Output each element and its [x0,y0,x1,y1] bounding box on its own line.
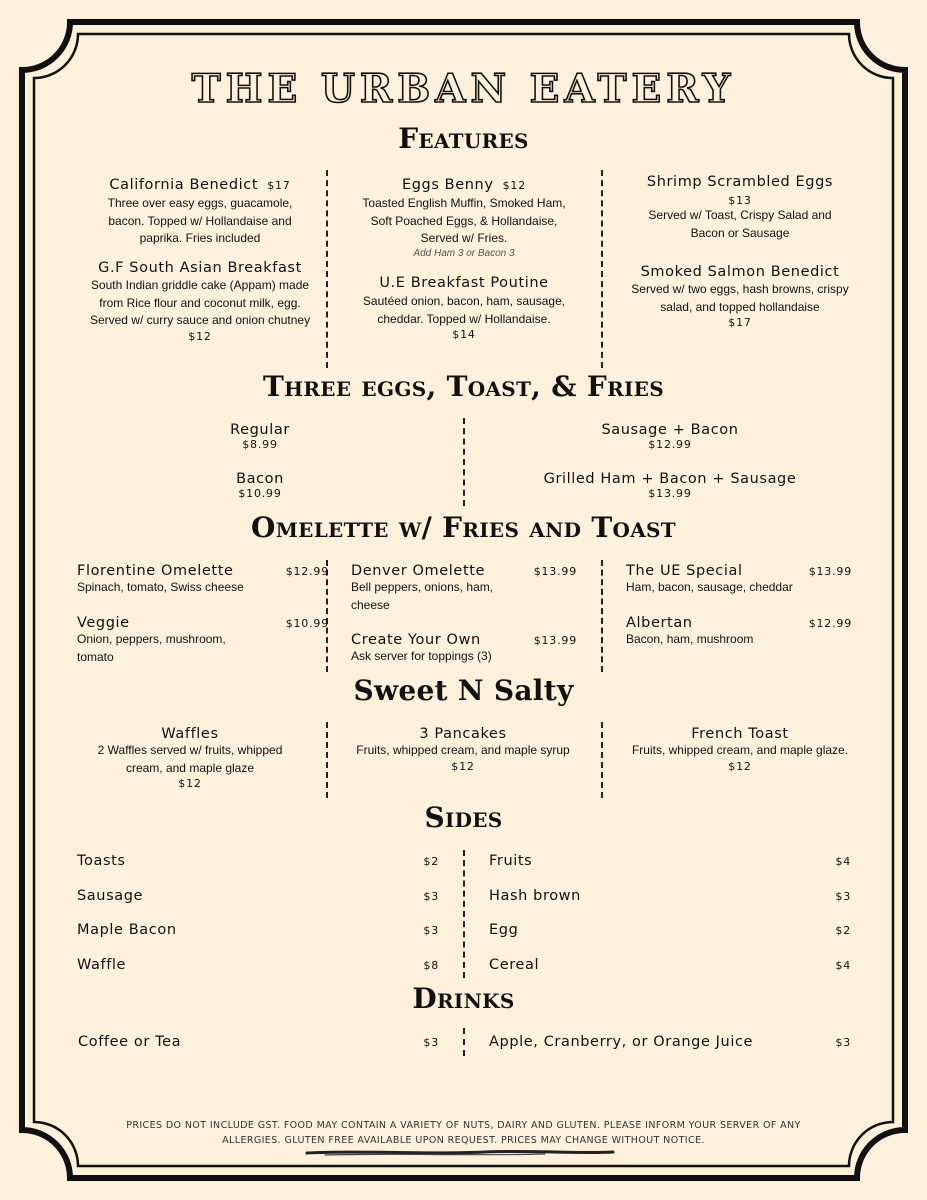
menu-item [625,264,855,329]
divider [601,170,603,368]
menu-item [626,563,852,597]
menu-item [348,726,578,773]
item-price: $12 [502,179,527,192]
item-description: Served w/ two eggs, hash browns, crispy salad, and topped hollandaise [631,282,849,314]
item-price: $2 [835,924,851,937]
item-price: $8 [423,959,439,972]
item-description: Sautéed onion, bacon, ham, sausage, cheddar. Topped w/ Hollandaise. [362,294,566,326]
item-price: $13.99 [808,565,852,578]
side-item [489,922,851,938]
item-name: Veggie [77,615,130,631]
divider [601,722,603,798]
sweet-heading: Sweet N Salty [353,674,574,707]
item-price: $12.99 [285,565,329,578]
item-description: South Indian griddle cake (Appam) made from Rice flour and coconut milk, egg. Served w/ curry sauce and onion chutney [89,278,311,327]
brush-stroke-divider [305,1148,615,1158]
side-item [489,888,851,904]
item-price: $10.99 [285,617,329,630]
item-price: $12.99 [808,617,852,630]
side-item [489,853,851,869]
item-description: Bacon, ham, mushroom [626,632,754,646]
item-price: $3 [423,924,439,937]
item-description: Fruits, whipped cream, and maple syrup [356,743,570,757]
item-price: $12 [178,777,202,790]
item-description: Spinach, tomato, Swiss cheese [77,580,244,594]
item-name: Fruits [489,853,533,869]
side-item [77,957,439,973]
drink-item [489,1034,851,1050]
item-name: Sausage [77,888,144,904]
menu-item [625,174,855,242]
item-price: $2 [423,855,439,868]
item-note: Add Ham 3 or Bacon 3 [413,247,515,259]
item-price: $8.99 [242,438,278,451]
item-name: The UE Special [626,563,743,579]
item-name: Apple, Cranberry, or Orange Juice [489,1034,754,1050]
menu-item [72,260,328,343]
item-price: $14 [452,328,476,341]
item-name: Grilled Ham + Bacon + Sausage [543,471,797,487]
allergy-disclaimer: PRICES DO NOT INCLUDE GST. FOOD MAY CONTAIN A VARIETY OF NUTS, DAIRY AND GLUTEN. PLEASE INFORM YOUR SERVER OF ANY ALLERGIES. GLUTEN FREE AVAILABLE UPON REQUEST. PRICES MAY CHANGE WITHOUT NOTICE. [126,1120,801,1146]
item-price: $17 [728,316,752,329]
item-name: Cereal [489,957,540,973]
item-name: Bacon [236,471,284,487]
menu-item [622,726,858,773]
item-name: Denver Omelette [351,563,486,579]
menu-item [351,632,577,666]
item-price: $3 [835,890,851,903]
item-name: Waffles [161,726,219,742]
divider [463,850,465,978]
item-name: Create Your Own [351,632,481,648]
side-item [77,922,439,938]
menu-item [352,275,576,341]
item-price: $12.99 [648,438,692,451]
item-name: Toasts [77,853,126,869]
menu-item [77,563,329,597]
side-item [77,853,439,869]
item-price: $3 [423,890,439,903]
side-item [77,888,439,904]
features-heading: Features [398,122,529,155]
item-name: Florentine Omelette [77,563,234,579]
item-name: Eggs Benny [401,177,494,193]
item-price: $13 [728,194,752,207]
item-price: $12 [728,759,752,773]
menu-item [626,615,852,649]
item-price: $13.99 [648,487,692,500]
menu-item [85,726,295,790]
item-name: California Benedict [109,177,259,193]
item-price: $3 [423,1036,439,1049]
item-price: $3 [835,1036,851,1049]
omelette-heading: Omelette w/ Fries and Toast [251,511,676,544]
divider [601,560,603,672]
item-price: $12 [188,329,212,343]
three-eggs-heading: Three eggs, Toast, & Fries [263,370,664,403]
item-name: Coffee or Tea [78,1034,182,1050]
item-price: $4 [835,855,851,868]
menu-item [352,174,576,259]
side-item [489,957,851,973]
item-description: 2 Waffles served w/ fruits, whipped cream, and maple glaze [97,743,283,775]
menu-item [77,615,329,666]
drink-item [78,1034,439,1050]
item-name: Smoked Salmon Benedict [640,264,840,280]
item-name: U.E Breakfast Poutine [379,275,549,291]
item-name: Hash brown [489,888,581,904]
sides-heading: Sides [424,801,503,834]
item-price: $12 [451,759,475,773]
item-description: Ask server for toppings (3) [351,649,492,663]
item-name: Regular [230,422,290,438]
item-description: Toasted English Muffin, Smoked Ham, Soft Poached Eggs, & Hollandaise, Served w/ Fries. [362,196,566,245]
item-price: $10.99 [238,487,282,500]
item-price: $4 [835,959,851,972]
item-name: Waffle [77,957,127,973]
item-description: Ham, bacon, sausage, cheddar [626,580,793,594]
item-name: Maple Bacon [77,922,177,938]
divider [463,1028,465,1056]
item-description: Bell peppers, onions, ham, cheese [351,580,494,612]
item-description: Fruits, whipped cream, and maple glaze. [631,743,849,757]
item-price: $17 [267,179,291,192]
item-name: G.F South Asian Breakfast [98,260,302,276]
divider [463,418,465,506]
menu-item [90,174,310,248]
menu-item [160,422,360,451]
item-name: Egg [489,922,519,938]
item-name: Sausage + Bacon [601,422,739,438]
item-name: 3 Pancakes [419,726,507,742]
menu-item [520,471,820,500]
item-name: Albertan [626,615,693,631]
restaurant-title: THE URBAN EATERY [191,66,736,112]
item-name: Shrimp Scrambled Eggs [646,174,834,190]
item-description: Three over easy eggs, guacamole, bacon. Topped w/ Hollandaise and paprika. Fries included [107,196,293,245]
menu-item [351,563,577,614]
item-price: $13.99 [533,565,577,578]
divider [326,722,328,798]
item-price: $13.99 [533,634,577,647]
item-description: Served w/ Toast, Crispy Salad and Bacon or Sausage [648,208,832,240]
menu-item [160,471,360,500]
menu-item [540,422,800,451]
item-description: Onion, peppers, mushroom, tomato [77,632,226,664]
item-name: French Toast [691,726,789,742]
drinks-heading: Drinks [412,982,515,1015]
